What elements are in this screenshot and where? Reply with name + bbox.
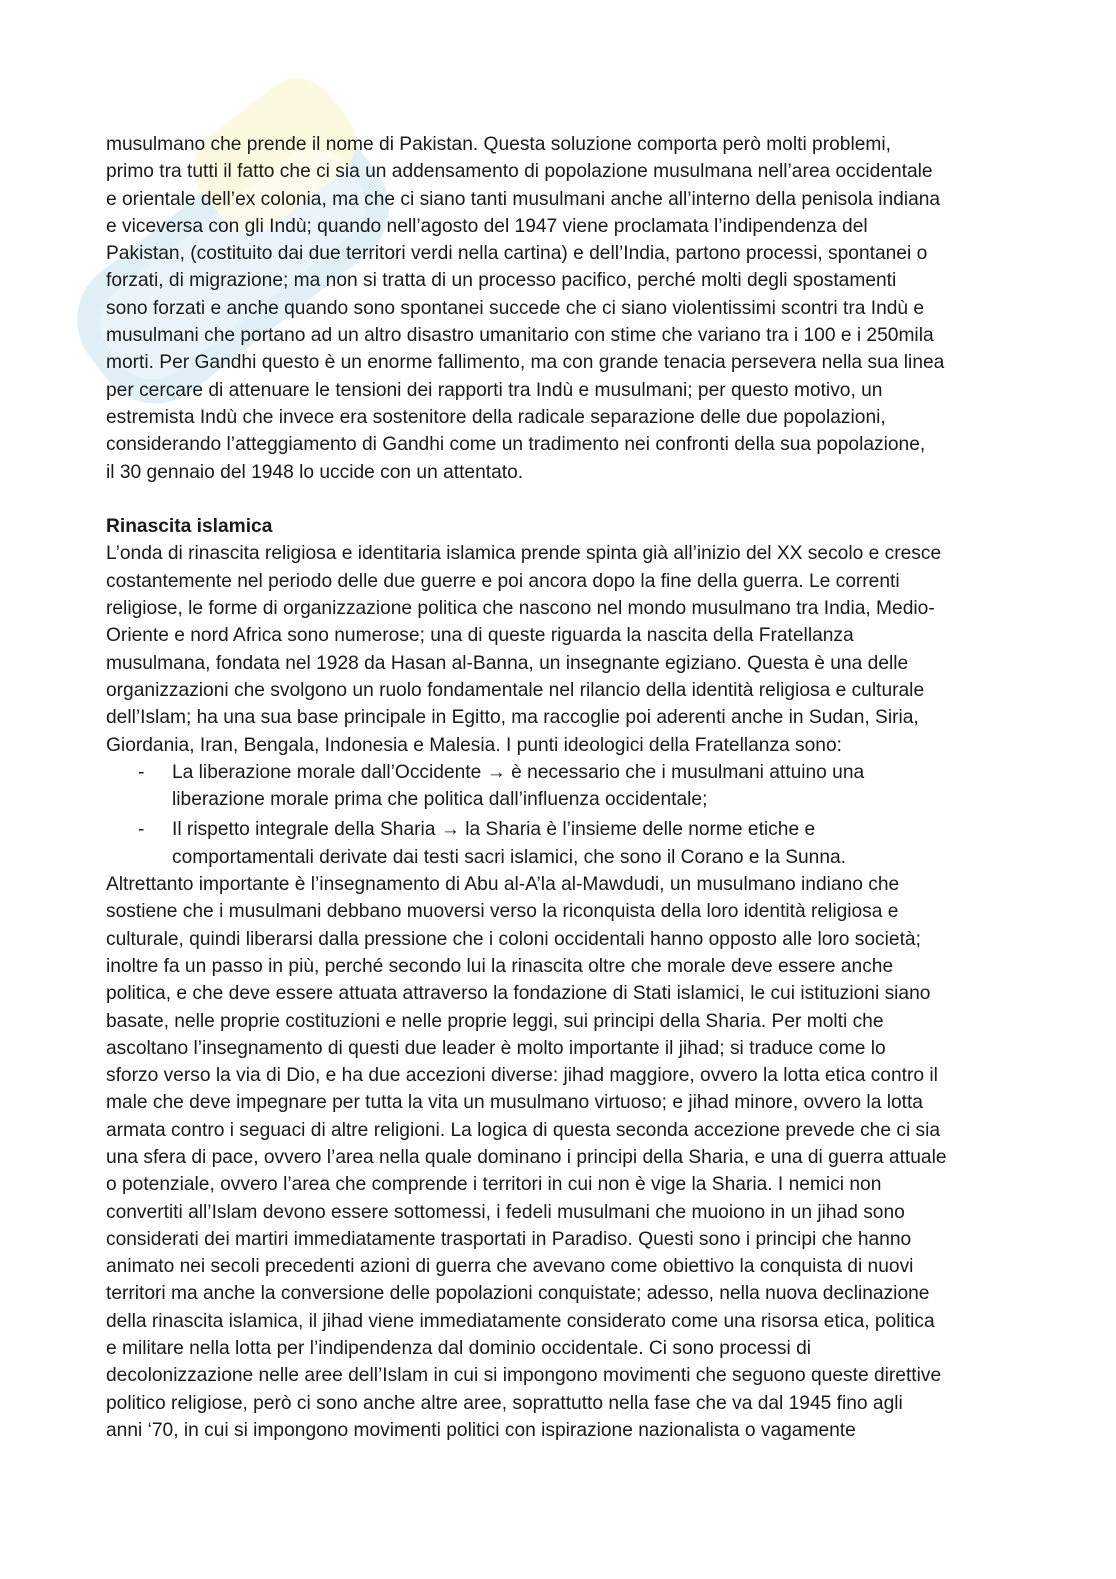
- paragraph-gandhi: [106, 131, 1006, 486]
- bullet-dash: -: [138, 819, 145, 841]
- text-line: Altrettanto importante è l’insegnamento di Abu al-A’la al-Mawdudi, un musulmano indiano che: [106, 874, 900, 896]
- text-line: musulmana, fondata nel 1928 da Hasan al-Banna, un insegnante egiziano. Questa è una delle: [106, 652, 909, 674]
- text-line: considerando l’atteggiamento di Gandhi come un tradimento nei confronti della sua popolazione,: [106, 434, 926, 456]
- text-line: animato nei secoli precedenti azioni di guerra che avevano come obiettivo la conquista di nuovi: [106, 1256, 914, 1278]
- text-line: organizzazioni che svolgono un ruolo fondamentale nel rilancio della identità religiosa e culturale: [106, 679, 925, 701]
- text-line: inoltre fa un passo in più, perché secondo lui la rinascita oltre che morale deve essere anche: [106, 955, 894, 977]
- text-line: decolonizzazione nelle aree dell’Islam in cui si impongono movimenti che seguono queste direttive: [106, 1365, 942, 1387]
- section-heading: Rinascita islamica: [106, 516, 273, 538]
- bullet-text-line: [106, 786, 1006, 813]
- text-line: politica, e che deve essere attuata attraverso la fondazione di Stati islamici, le cui istituzioni siano: [106, 983, 931, 1005]
- bullet-text: comportamentali derivate dai testi sacri islamici, che sono il Corano e la Sunna.: [172, 846, 847, 868]
- text-line: culturale, quindi liberarsi dalla pressione che i coloni occidentali hanno opposto alle loro società;: [106, 928, 921, 950]
- bullet-text: Il rispetto integrale della Sharia → la Sharia è l’insieme delle norme etiche e: [172, 819, 816, 841]
- document-page: [106, 131, 1006, 1444]
- text-line: anni ‘70, in cui si impongono movimenti politici con ispirazione nazionalista o vagamente: [106, 1419, 856, 1441]
- bullet-text-line: [106, 816, 1006, 843]
- text-line: musulmano che prende il nome di Pakistan. Questa soluzione comporta però molti problemi,: [106, 134, 891, 155]
- text-line: o potenziale, ovvero l’area che comprende i territori in cui non è vige la Sharia. I nemici non: [106, 1174, 882, 1196]
- text-line: forzati, di migrazione; ma non si tratta di un processo pacifico, perché molti degli spostamenti: [106, 270, 897, 292]
- text-line: Oriente e nord Africa sono numerose; una di queste riguarda la nascita della Fratellanza: [106, 625, 854, 647]
- text-line: morti. Per Gandhi questo è un enorme fallimento, ma con grande tenacia persevera nella sua linea: [106, 352, 945, 374]
- bullet-text-line: [106, 844, 1006, 871]
- bullet-dash: -: [138, 761, 145, 783]
- paragraph-intro: [106, 540, 1006, 758]
- text-line: estremista Indù che invece era sostenitore della radicale separazione delle due popolazioni,: [106, 406, 886, 428]
- text-line: e orientale dell’ex colonia, ma che ci siano tanti musulmani anche all’interno della penisola indiana: [106, 188, 941, 210]
- bullet-text: liberazione morale prima che politica dall’influenza occidentale;: [172, 789, 708, 811]
- text-line: Pakistan, (costituito dai due territori verdi nella cartina) e dell’India, partono processi, spontanei o: [106, 243, 928, 265]
- text-line: una sfera di pace, ovvero l’area nella quale dominano i principi della Sharia, e una di guerra attuale: [106, 1146, 947, 1168]
- text-line: politico religiose, però ci sono anche altre aree, soprattutto nella fase che va dal 1945 fino agli: [106, 1392, 903, 1414]
- text-line: convertiti all’Islam devono essere sottomessi, i fedeli musulmani che muoiono in un jihad sono: [106, 1201, 905, 1223]
- text-line: ascoltano l’insegnamento di questi due leader è molto importante il jihad; si traduce come lo: [106, 1037, 886, 1059]
- text-line: per cercare di attenuare le tensioni dei rapporti tra Indù e musulmani; per questo motivo, un: [106, 379, 883, 401]
- text-line: territori ma anche la conversione delle popolazioni conquistate; adesso, nella nuova declinazione: [106, 1283, 930, 1305]
- text-line: costantemente nel periodo delle due guerre e poi ancora dopo la fine della guerra. Le correnti: [106, 570, 900, 592]
- paragraph-spacer: [106, 486, 1006, 513]
- text-line: sono forzati e anche quando sono spontanei succede che ci siano violentissimi scontri tra Indù e: [106, 297, 925, 319]
- bullet-list: [106, 759, 1006, 871]
- paragraph-mawdudi: [106, 871, 1006, 1444]
- text-line: primo tra tutti il fatto che ci sia un addensamento di popolazione musulmana nell’area occidentale: [106, 161, 933, 183]
- text-line: male che deve impegnare per tutta la vita un musulmano virtuoso; e jihad minore, ovvero la lotta: [106, 1092, 923, 1114]
- bullet-text: La liberazione morale dall’Occidente → è necessario che i musulmani attuino una: [172, 761, 865, 783]
- bullet-text-line: [106, 759, 1006, 786]
- text-line: e viceversa con gli Indù; quando nell’agosto del 1947 viene proclamata l’indipendenza del: [106, 215, 868, 237]
- list-item: [106, 816, 1006, 871]
- text-line: Giordania, Iran, Bengala, Indonesia e Malesia. I punti ideologici della Fratellanza sono:: [106, 734, 842, 756]
- text-line: e militare nella lotta per l’indipendenza dal dominio occidentale. Ci sono processi di: [106, 1338, 812, 1360]
- text-line: considerati dei martiri immediatamente trasportati in Paradiso. Questi sono i principi che hanno: [106, 1228, 912, 1250]
- text-line: armata contro i seguaci di altre religioni. La logica di questa seconda accezione prevede che ci sia: [106, 1119, 941, 1141]
- text-line: il 30 gennaio del 1948 lo uccide con un attentato.: [106, 461, 524, 483]
- text-line: religiose, le forme di organizzazione politica che nascono nel mondo musulmano tra India, Medio-: [106, 598, 935, 620]
- text-line: sostiene che i musulmani debbano muoversi verso la riconquista della loro identità religiosa e: [106, 901, 899, 923]
- text-line: dell’Islam; ha una sua base principale in Egitto, ma raccoglie poi aderenti anche in Sudan, Siria,: [106, 707, 919, 729]
- text-line: della rinascita islamica, il jihad viene immediatamente considerato come una risorsa etica, politica: [106, 1310, 935, 1332]
- text-line: musulmani che portano ad un altro disastro umanitario con stime che variano tra i 100 e i 250mila: [106, 325, 934, 347]
- text-line: L’onda di rinascita religiosa e identitaria islamica prende spinta già all’inizio del XX secolo e cresce: [106, 543, 942, 565]
- text-line: sforzo verso la via di Dio, e ha due accezioni diverse: jihad maggiore, ovvero la lotta etica contro il: [106, 1065, 938, 1087]
- list-item: [106, 759, 1006, 814]
- text-line: basate, nelle proprie costituzioni e nelle proprie leggi, sui principi della Sharia. Per molti che: [106, 1010, 884, 1032]
